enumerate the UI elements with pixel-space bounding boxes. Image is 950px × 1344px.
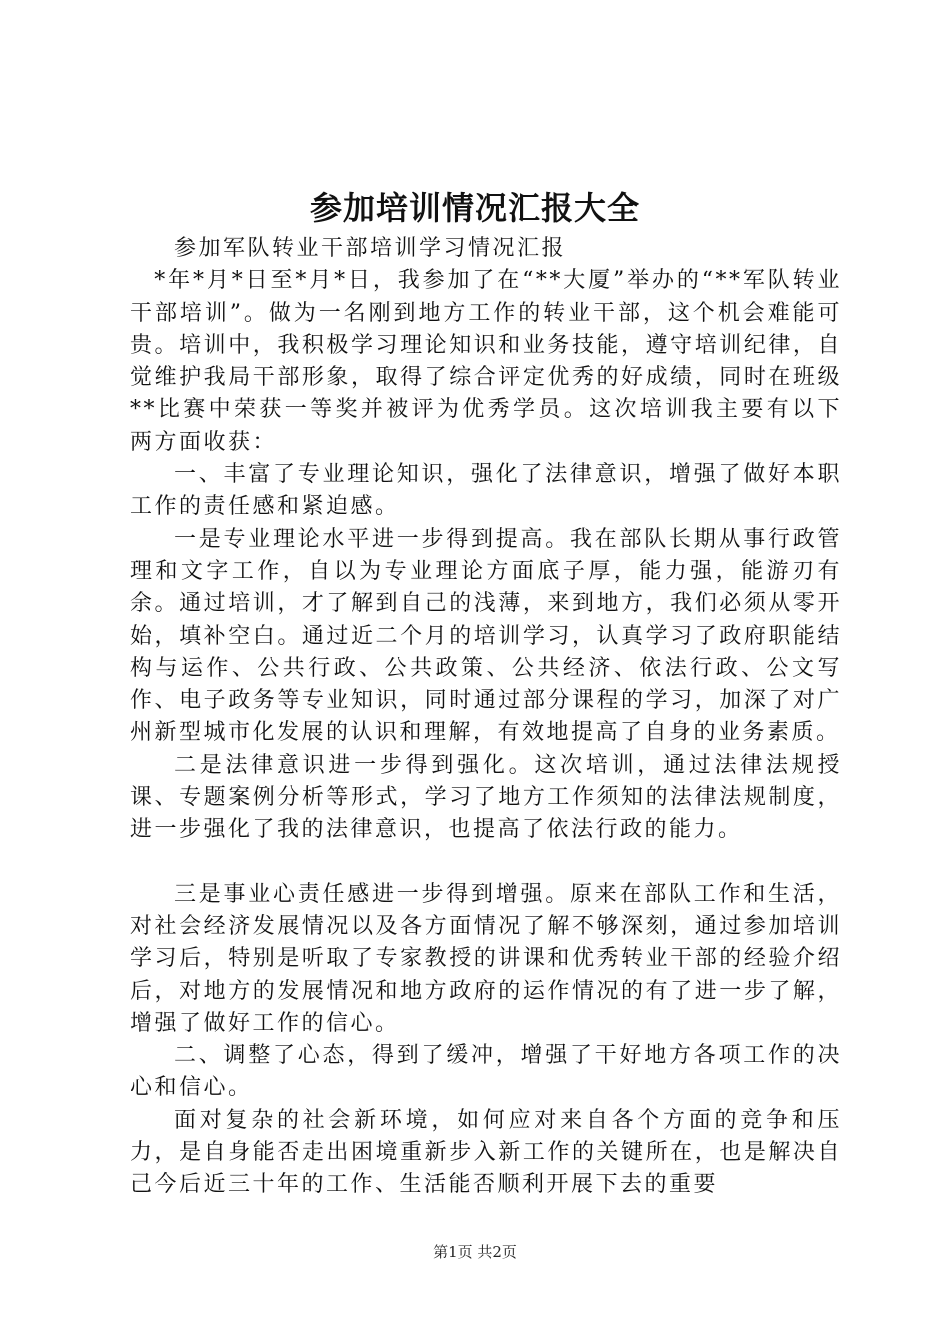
paragraph-theory: 一是专业理论水平进一步得到提高。我在部队长期从事行政管理和文字工作，自以为专业理论方面底子厚，能力强，能游刃有余。通过培训，才了解到自己的浅薄，来到地方，我们必须从零开始，填补空白。通过近二个月的培训学习，认真学习了政府职能结构与运作、公共行政、公共政策、公共经济、依法行政、公文写作、电子政务等专业知识，同时通过部分课程的学习，加深了对广州新型城市化发展的认识和理解，有效地提高了自身的业务素质。 (130, 526, 842, 746)
report-subtitle: 参加军队转业干部培训学习情况汇报 (174, 236, 567, 261)
paragraph-intro: *年*月*日至*月*日，我参加了在“**大厦”举办的“**军队转业干部培训”。做为一名刚到地方工作的转业干部，这个机会难能可贵。培训中，我积极学习理论知识和业务技能，遵守培训纪律，自觉维护我局干部形象，取得了综合评定优秀的好成绩，同时在班级**比赛中荣获一等奖并被评为优秀学员。这次培训我主要有以下两方面收获： (130, 268, 842, 455)
paragraph-responsibility: 三是事业心责任感进一步得到增强。原来在部队工作和生活，对社会经济发展情况以及各方面情况了解不够深刻，通过参加培训学习后，特别是听取了专家教授的讲课和优秀转业干部的经验介绍后，对地方的发展情况和地方政府的运作情况的有了进一步了解，增强了做好工作的信心。 (130, 881, 842, 1036)
document-title: 参加培训情况汇报大全 (309, 189, 640, 227)
blank-line (130, 847, 842, 879)
section-heading-2: 二、调整了心态，得到了缓冲，增强了干好地方各项工作的决心和信心。 (130, 1043, 842, 1101)
page-footer: 第1页 共2页 (433, 1243, 517, 1261)
document-body (130, 233, 842, 1202)
paragraph-law: 二是法律意识进一步得到强化。这次培训，通过法律法规授课、专题案例分析等形式，学习了地方工作须知的法律法规制度，进一步强化了我的法律意识，也提高了依法行政的能力。 (130, 752, 842, 843)
paragraph-mindset: 面对复杂的社会新环境，如何应对来自各个方面的竞争和压力，是自身能否走出困境重新步入新工作的关键所在，也是解决自己今后近三十年的工作、生活能否顺利开展下去的重要 (130, 1107, 842, 1198)
section-heading-1: 一、丰富了专业理论知识，强化了法律意识，增强了做好本职工作的责任感和紧迫感。 (130, 462, 842, 520)
